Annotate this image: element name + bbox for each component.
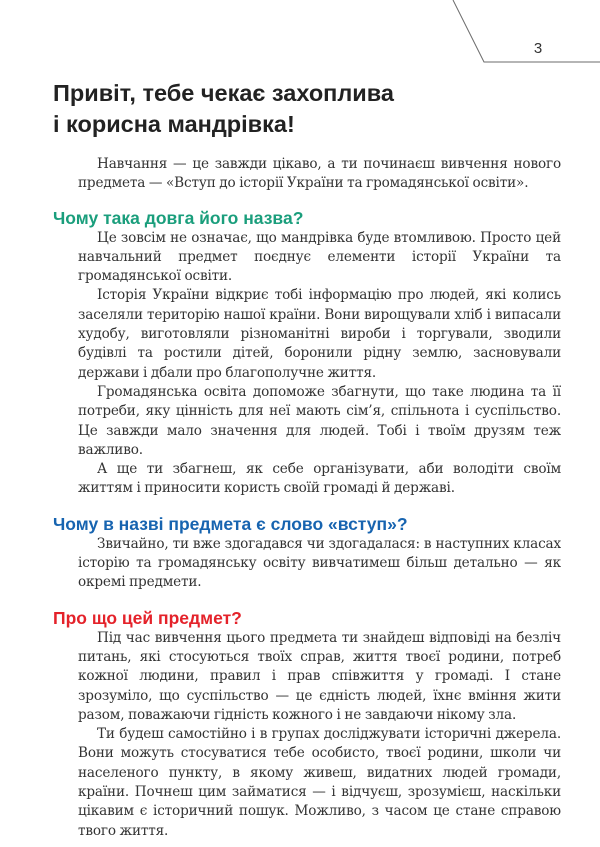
page-title-line-2: і корисна мандрівка! (53, 111, 295, 137)
page-number: 3 (533, 40, 543, 57)
paragraph: Під час вивчення цього предмета ти знайдеш відповіді на безліч питань, які стосуються твоїх справ, життя твоєї родини, потреб кожної людини, правил і прав співжиття у громаді. І стане зрозуміло, що суспільство — це єдність людей, їхнє вміння жити разом, поважаючи гідність кожного і не завдаючи нікому зла. (78, 629, 561, 723)
section-heading-long-name: Чому така довга його назва? (53, 207, 304, 228)
paragraph: Історія України відкриє тобі інформацію про людей, які колись заселяли територію нашої країни. Вони вирощували хліб і випасали худобу, виготовляли різноманітні вироби і торгували, зводили будівлі та ростили дітей, боронили рідну землю, засновували держави і дбали про благополучне життя. (78, 287, 561, 381)
paragraph: Громадянська освіта допоможе збагнути, що таке людина та її потреби, яку цінність для неї мають сім’я, спільнота і суспільство. Це завжди мало значення для людей. Тобі і твоїм друзям теж важливо. (78, 383, 561, 458)
page-title-line-1: Привіт, тебе чекає захоплива (53, 80, 394, 106)
paragraph: Це зовсім не означає, що мандрівка буде втомливою. Просто цей навчальний предмет поєднує елементи історії України та громадянської освіти. (78, 229, 561, 285)
section-heading-intro-word: Чому в назві предмета є слово «вступ»? (53, 513, 408, 534)
paragraph: Ти будеш самостійно і в групах досліджувати історичні джерела. Вони можуть стосуватися тебе особисто, твоєї родини, школи чи населеного пункту, в якому живеш, видатних людей громади, країни. Почнеш цим займатися — і відчуєш, зрозумієш, наскільки цікавим є історичний пошук. Можливо, з часом це стане справою твого життя. (78, 726, 561, 839)
page-title (53, 78, 473, 140)
page-corner-decoration (0, 0, 600, 80)
paragraph: Звичайно, ти вже здогадався чи здогадалася: в наступних класах історію та громадянську освіту вивчатимеш більш детально — як окремі предмети. (78, 535, 561, 591)
page-content (53, 155, 561, 841)
section-heading-subject-about: Про що цей предмет? (53, 607, 242, 628)
intro-paragraph: Навчання — це завжди цікаво, а ти починаєш вивчення нового предмета — «Вступ до історії України та громадянської освіти». (78, 156, 561, 192)
paragraph: А ще ти збагнеш, як себе організувати, аби володіти своїм життям і приносити користь своїй громаді й державі. (78, 461, 561, 497)
